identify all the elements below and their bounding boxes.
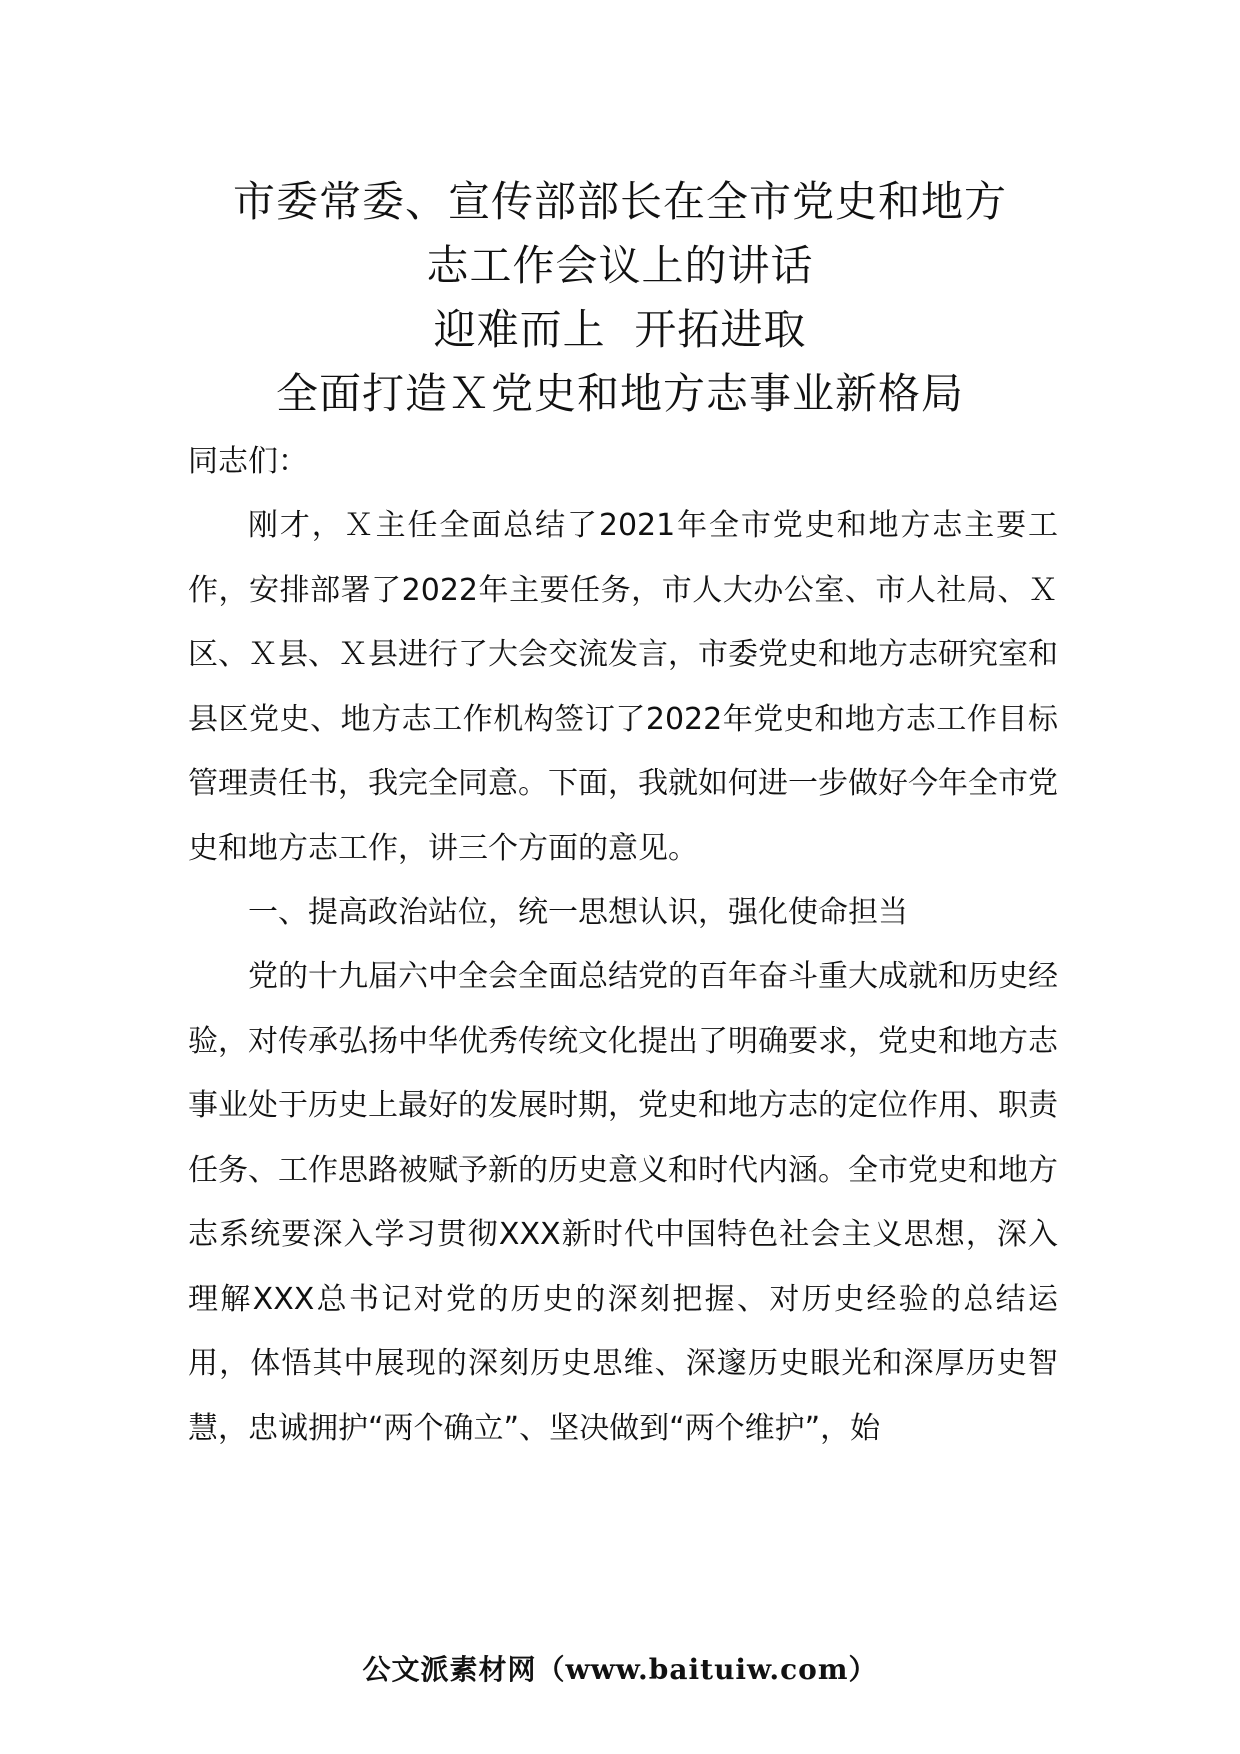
title-line-3: 迎难而上 开拓进取 xyxy=(433,305,807,354)
title-line-4: 全面打造Ｘ党史和地方志事业新格局 xyxy=(275,369,964,418)
salutation: 同志们： xyxy=(188,444,308,479)
title-line-2: 志工作会议上的讲话 xyxy=(426,241,814,290)
paragraph-1: 刚才，Ｘ主任全面总结了2021年全市党史和地方志主要工作，安排部署了2022年主要任务，市人大办公室、市人社局、Ｘ区、Ｘ县、Ｘ县进行了大会交流发言，市委党史和地方志研究室和县区党史、地方志工作机构签订了2022年党史和地方志工作目标管理责任书，我完全同意。下面，我就如何进一步做好今年全市党史和地方志工作，讲三个方面的意见。 xyxy=(188,508,1058,866)
section-heading-1: 一、提高政治站位，统一思想认识，强化使命担当 xyxy=(248,895,908,930)
document-title xyxy=(150,170,1090,426)
paragraph-2: 党的十九届六中全会全面总结党的百年奋斗重大成就和历史经验，对传承弘扬中华优秀传统文化提出了明确要求，党史和地方志事业处于历史上最好的发展时期，党史和地方志的定位作用、职责任务、工作思路被赋予新的历史意义和时代内涵。全市党史和地方志系统要深入学习贯彻XXX新时代中国特色社会主义思想，深入理解XXX总书记对党的历史的深刻把握、对历史经验的总结运用，体悟其中展现的深刻历史思维、深邃历史眼光和深厚历史智慧，忠诚拥护“两个确立”、坚决做到“两个维护”，始 xyxy=(188,959,1058,1446)
footer-watermark: 公文派素材网（www.baituiw.com） xyxy=(362,1653,878,1686)
title-line-1: 市委常委、宣传部部长在全市党史和地方 xyxy=(232,177,1007,226)
document-body xyxy=(188,430,1058,1461)
